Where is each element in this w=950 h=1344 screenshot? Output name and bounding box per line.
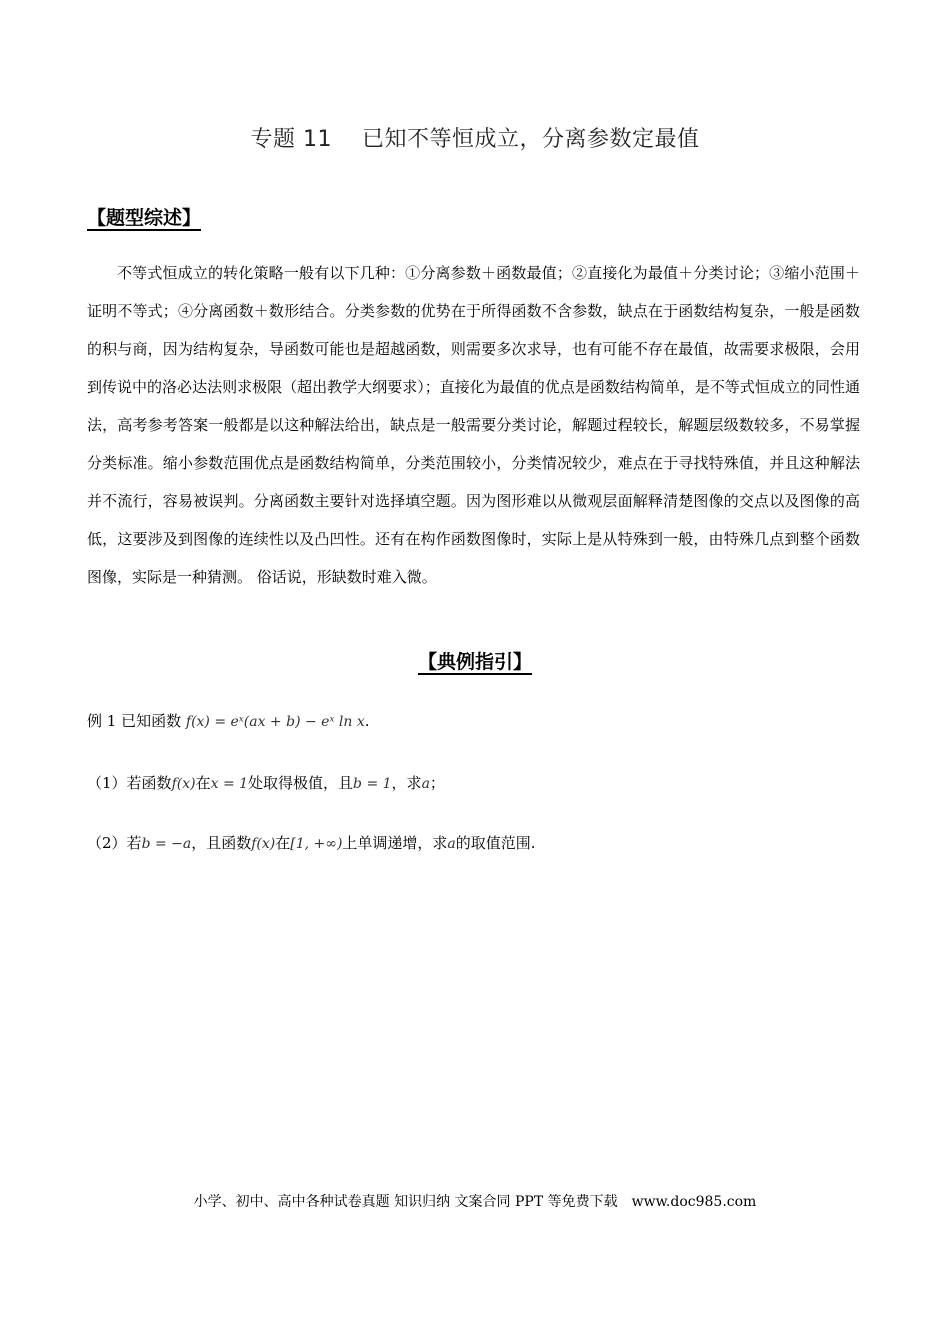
question-text: ，求: [391, 774, 422, 792]
question-text: 在: [275, 834, 291, 852]
math-variable: a: [447, 836, 456, 852]
example-1-statement: [87, 710, 370, 731]
question-label: （1）: [87, 774, 127, 792]
math-condition: x = 1: [210, 776, 249, 792]
question-text: 若: [126, 834, 142, 852]
question-text: 若函数: [126, 774, 172, 792]
example-label: 例 1: [87, 712, 117, 730]
question-text: 在: [195, 774, 211, 792]
math-fx: f(x): [171, 776, 196, 792]
function-formula: f(x) = eˣ(ax + b) − eˣ ln x: [185, 714, 365, 730]
math-condition: b = −a: [141, 836, 192, 852]
document-title: 专题 11 已知不等恒成立，分离参数定最值: [250, 127, 700, 152]
question-text: ，且函数: [191, 834, 252, 852]
math-condition: b = 1: [353, 776, 392, 792]
overview-paragraph: 不等式恒成立的转化策略一般有以下几种：①分离参数＋函数最值；②直接化为最值＋分类讨论；③缩小范围＋证明不等式；④分离函数＋数形结合。分类参数的优势在于所得函数不含参数，缺点在于函数结构复杂，一般是函数的积与商，因为结构复杂，导函数可能也是超越函数，则需要多次求导，也有可能不存在最值，故需要求极限，会用到传说中的洛必达法则求极限（超出教学大纲要求）；直接化为最值的优点是函数结构简单，是不等式恒成立的同性通法，高考参考答案一般都是以这种解法给出，缺点是一般需要分类讨论，解题过程较长，解题层级数较多，不易掌握分类标准。缩小参数范围优点是函数结构简单，分类范围较小，分类情况较少，难点在于寻找特殊值，并且这种解法并不流行，容易被误判。分离函数主要针对选择填空题。因为图形难以从微观层面解释清楚图像的交点以及图像的高低，这要涉及到图像的连续性以及凸凹性。还有在构作函数图像时，实际上是从特殊到一般，由特殊几点到整个函数图像，实际是一种猜测。 俗话说，形缺数时难入微。: [87, 264, 860, 586]
question-1: [87, 772, 445, 793]
example-end-punct: .: [364, 712, 370, 730]
example-intro-text: 已知函数: [121, 712, 182, 730]
section-heading-overview: 【题型综述】: [87, 207, 202, 229]
math-fx: f(x): [251, 836, 276, 852]
question-text: 的取值范围.: [455, 834, 536, 852]
page-footer: 小学、初中、高中各种试卷真题 知识归纳 文案合同 PPT 等免费下载 www.doc985.com: [193, 1194, 757, 1210]
question-text: 上单调递增，求: [342, 834, 448, 852]
question-label: （2）: [87, 834, 127, 852]
section-heading-examples: 【典例指引】: [417, 651, 532, 673]
question-text: 处取得极值，且: [248, 774, 354, 792]
math-variable: a: [421, 776, 430, 792]
question-text: ；: [429, 774, 445, 792]
math-interval: [1, +∞): [290, 836, 343, 852]
question-2: [87, 832, 536, 853]
